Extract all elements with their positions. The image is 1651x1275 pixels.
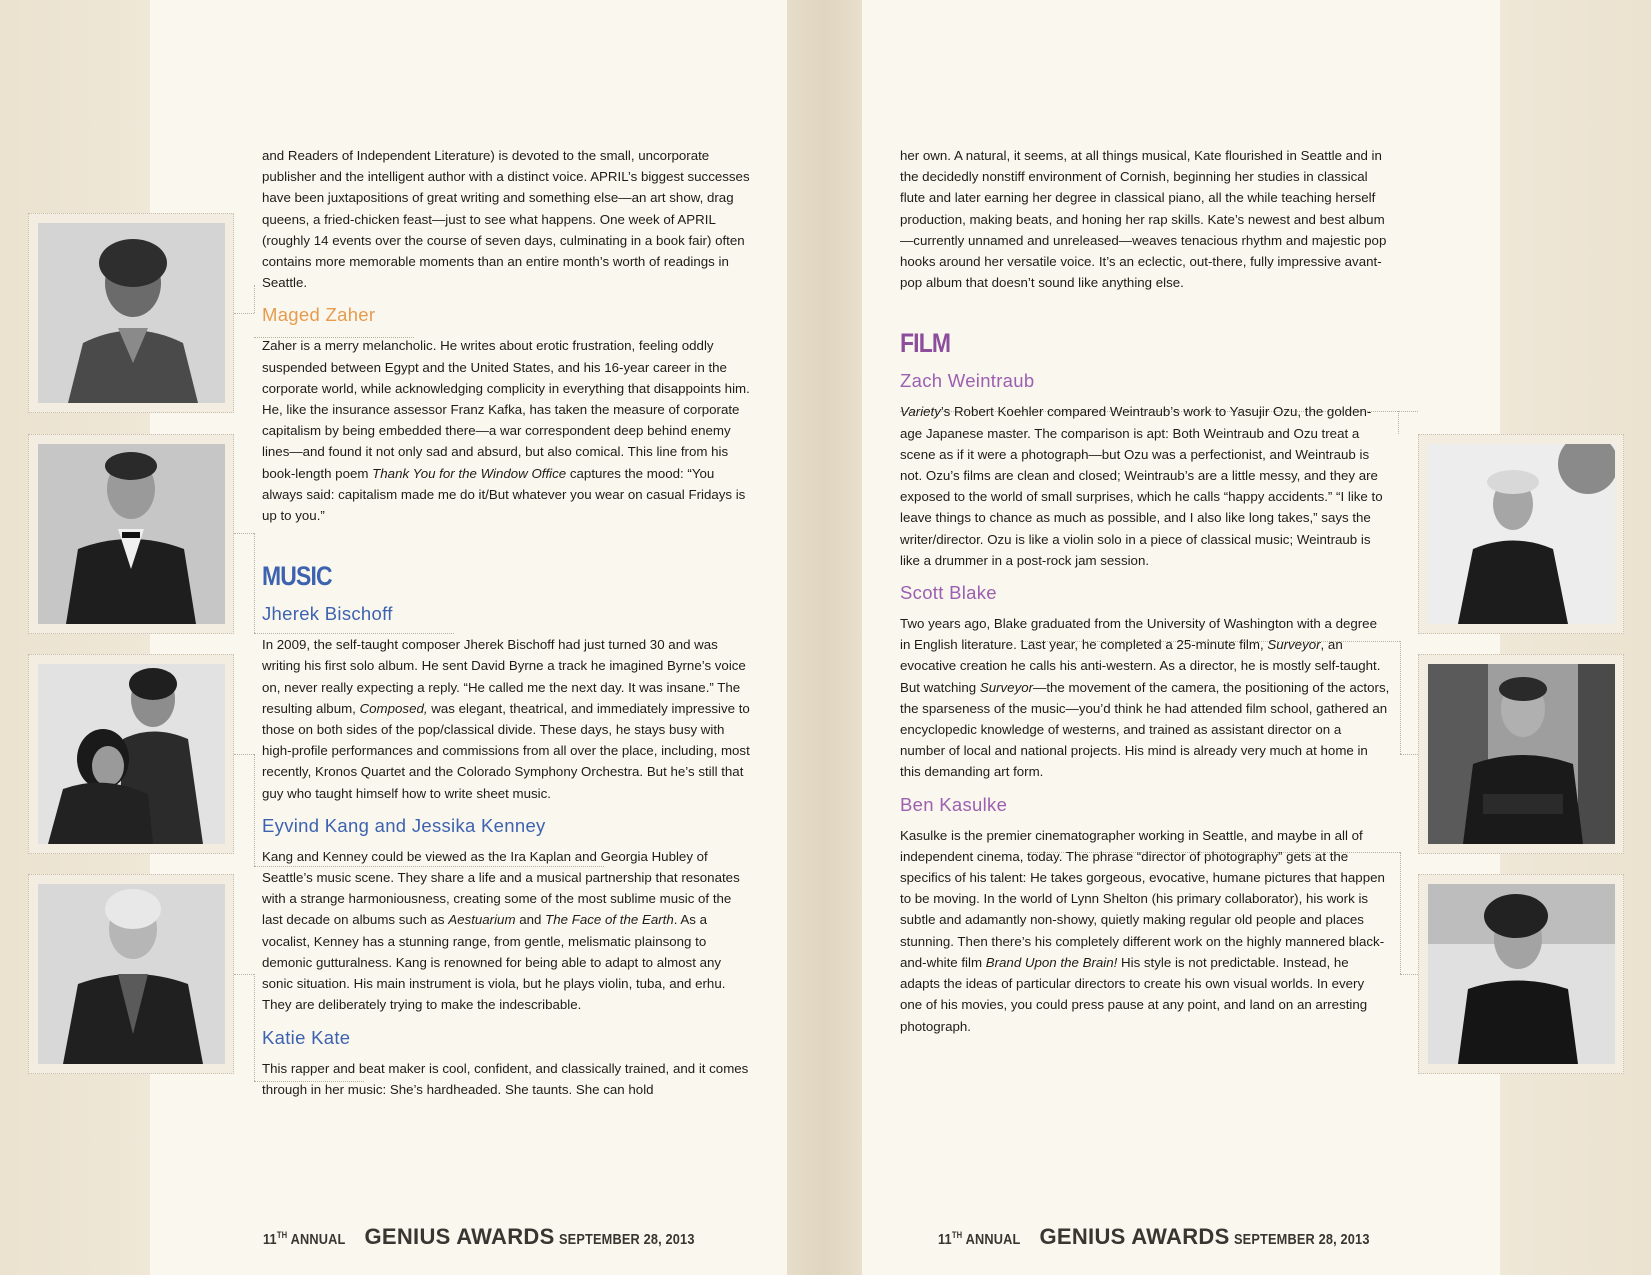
film-heading: FILM xyxy=(900,328,951,359)
maged-zaher-bio: Zaher is a merry melancholic. He writes about erotic frustration, feeling oddly suspended between Egypt and the United States, and his 16-year career in the corporate world, while acknowledging complicity in everything that disappoints him. He, like the insurance assessor Franz Kafka, has taken the measure of corporate capitalism by being embedded there—a war correspondent deep behind enemy lines—and found it not only sad and absurd, but also comical. This line from his book-length poem Thank You for the Window Office captures the mood: “You always said: capitalism made me do it/But whatever you wear on casual Fridays is up to you.” xyxy=(262,338,750,524)
scott-blake-name: Scott Blake xyxy=(900,582,997,604)
zach-weintraub-bio: Variety’s Robert Koehler compared Weintraub’s work to Yasujir Ozu, the golden-age Japanese master. The comparison is apt: Both Weintraub and Ozu treat a scene as if it were a photograph—but Ozu was a perfectionist, and Weintraub is not. Ozu’s films are clean and closed; Weintraub’s are a little messy, and they are exposed to the world of small surprises, which he calls “happy accidents.” “I like to leave things to chance as much as possible, and I also like long takes,” says the writer/director. Ozu is like a violin solo in a piece of classical music; Weintraub is like a drummer in a post-rock jam session. xyxy=(900,404,1383,568)
left-text-column xyxy=(262,145,752,1100)
ben-kasulke-name: Ben Kasulke xyxy=(900,793,1008,815)
jherek-bischoff-name: Jherek Bischoff xyxy=(262,603,393,625)
katie-kate-bio: This rapper and beat maker is cool, confident, and classically trained, and it comes through in her music: She’s hardheaded. She taunts. She can hold xyxy=(262,1060,749,1097)
music-heading: MUSIC xyxy=(262,561,332,592)
ben-kasulke-bio: Kasulke is the premier cinematographer working in Seattle, and maybe in all of independent cinema, today. The phrase “director of photography” gets at the specifics of his talent: He takes gorgeous, evocative, humane pictures that happen to be moving. In the world of Lynn Shelton (his primary collaborator), his work is subtle and adamantly non-showy, quietly making regular old people and places stunning. Then there’s his completely different work on the highly mannered black-and-white film Brand Upon the Brain! His style is not predictable. Instead, he adapts the ideas of particular directors to create his own visual worlds. In every one of his movies, you could press pause at any point, and land on an arresting photograph. xyxy=(900,827,1385,1034)
photo-katie-kate xyxy=(28,874,234,1074)
intro-paragraph: and Readers of Independent Literature) is devoted to the small, uncorporate publisher and the intelligent author with a distinct voice. APRIL’s biggest successes have been juxtapositions of great writing and something else—an art show, drag queens, a fried-chicken feast—just to see what happens. One week of APRIL (roughly 14 events over the course of seven days, culminating in a book fair) often contains more memorable moments than an entire month’s worth of readings in Seattle. xyxy=(262,148,750,291)
scott-blake-bio: Two years ago, Blake graduated from the University of Washington with a degree in English literature. Last year, he completed a 25-minute film, Surveyor, an evocative creation he calls his anti-western. As a director, he is mostly self-taught. But watching Surveyor—the movement of the camera, the positioning of the actors, the sparseness of the music—you’d think he had attended film school, gathered an encyclopedic knowledge of westerns, and trained as assistant director on a number of local and national projects. His mind is already very much at home in this demanding art form. xyxy=(900,616,1390,780)
photo-scott-blake xyxy=(1418,654,1624,854)
left-page-footer: 11TH ANNUAL GENIUS AWARDS SEPTEMBER 28, 2013 xyxy=(263,1224,695,1249)
eyvind-kang-jessika-kenney-name: Eyvind Kang and Jessika Kenney xyxy=(262,814,546,836)
katie-kate-name: Katie Kate xyxy=(262,1026,351,1048)
maged-zaher-name: Maged Zaher xyxy=(262,304,376,326)
eyvind-kang-jessika-kenney-bio: Kang and Kenney could be viewed as the Ira Kaplan and Georgia Hubley of Seattle’s music scene. They share a life and a musical partnership that resonates with a strange harmoniousness, creating some of the most sublime music of the last decade on albums such as Aestuarium and The Face of the Earth. As a vocalist, Kenney has a stunning range, from gentle, melismatic plainsong to demonic gutturalness. Kang is renowned for being able to adapt to almost any sonic situation. His main instrument is viola, but he plays violin, tuba, and erhu. They are deliberately trying to make the indescribable. xyxy=(262,848,740,1013)
right-page-footer: 11TH ANNUAL GENIUS AWARDS SEPTEMBER 28, 2013 xyxy=(938,1224,1370,1249)
photo-ben-kasulke xyxy=(1418,874,1624,1074)
zach-weintraub-name: Zach Weintraub xyxy=(900,370,1035,392)
page-gutter xyxy=(787,0,862,1275)
photo-jherek-bischoff xyxy=(28,434,234,634)
right-text-column xyxy=(900,145,1390,1037)
katie-kate-bio-continued: her own. A natural, it seems, at all things musical, Kate flourished in Seattle and in the decidedly nonstiff environment of Cornish, beginning her studies in classical flute and later earning her degree in classical piano, all the while teaching herself production, making beats, and honing her rap skills. Kate’s newest and best album—currently unnamed and unreleased—weaves tenacious rhythm and majestic pop hooks around her versatile voice. It’s an eclectic, out-there, fully impressive avant-pop album that doesn’t sound like anything else. xyxy=(900,148,1387,291)
jherek-bischoff-bio: In 2009, the self-taught composer Jherek Bischoff had just turned 30 and was writing his first solo album. He sent David Byrne a track he imagined Byrne’s voice on, never really expecting a reply. “He called me the next day. It was insane.” The resulting album, Composed, was elegant, theatrical, and immediately impressive to those on both sides of the pop/classical divide. These days, he stays busy with high-profile performances and commissions from all over the place, including, most recently, Kronos Quartet and the Colorado Symphony Orchestra. But he’s still that guy who taught himself how to write sheet music. xyxy=(262,637,750,801)
photo-eyvind-kang-jessika-kenney xyxy=(28,654,234,854)
photo-zach-weintraub xyxy=(1418,434,1624,634)
photo-maged-zaher xyxy=(28,213,234,413)
